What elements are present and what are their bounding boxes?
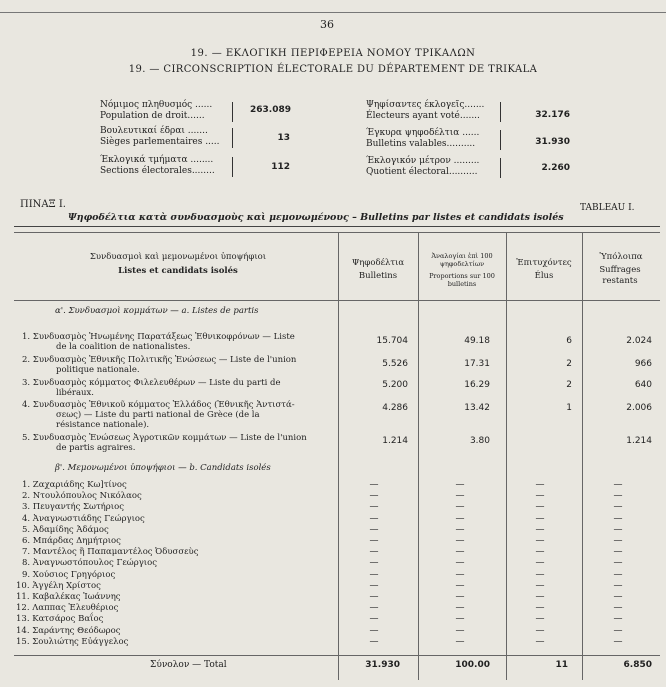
bulletins-dash: — (369, 570, 379, 580)
header-col1-fr: Listes et candidats isolés (118, 266, 238, 276)
summary-label-gr: Νόμιμος πληθυσμός ...... (100, 100, 213, 110)
restants-dash: — (613, 502, 623, 512)
row-text-line: résistance nationale). (56, 420, 150, 430)
section-b-title: β'. Μεμονωμένοι ὑποψήφιοι — b. Candidats isolés (55, 463, 271, 473)
row-text-line: de partis agraires. (56, 443, 136, 453)
bulletins-dash: — (369, 536, 379, 546)
row-text-line: 4. Συνδυασμὸς Ἐθνικοῦ κόμματος Ἑλλάδος (Ἐθνικῆς Ἀντιστά- (22, 400, 295, 410)
summary-label-gr: Βουλευτικαί έδραι ....... (100, 126, 208, 136)
summary-label-fr: Quotient électoral.......... (366, 167, 478, 177)
restants-cell: 640 (634, 380, 652, 390)
candidate-name: 8. Ἀναγνωστόπουλος Γεώργιος (22, 558, 158, 568)
brace (496, 158, 501, 178)
candidate-name: 3. Πευγαντής Σωτήριος (22, 502, 124, 512)
elus-dash: — (535, 514, 545, 524)
percent-dash: — (455, 514, 465, 524)
elus-dash: — (535, 536, 545, 546)
elus-dash: — (535, 491, 545, 501)
elus-dash: — (535, 626, 545, 636)
bulletins-dash: — (369, 547, 379, 557)
elus-dash: — (535, 502, 545, 512)
percent-dash: — (455, 502, 465, 512)
bulletins-cell: 5.526 (382, 359, 408, 369)
summary-value: 112 (271, 162, 290, 172)
row-text-line: de la coalition de nationalistes. (56, 342, 191, 352)
row-text-line: politique nationale. (56, 365, 140, 375)
elus-dash: — (535, 525, 545, 535)
elus-cell: 2 (566, 359, 572, 369)
summary-value: 2.260 (541, 163, 570, 173)
row-text-line: σεως) — Liste du parti national de Grèce (de la (56, 410, 260, 420)
header-col3-gr: Ἀναλογίαι ἐπὶ 100 ψηφοδελτίων (431, 252, 493, 268)
row-text-line: 1. Συνδυασμὸς Ἡνωμένης Παρατάξεως Ἐθνικοφρόνων — Liste (22, 332, 295, 342)
candidate-name: 7. Μαντέλος ἢ Παπαμαντέλος Ὀδυσσεὺς (22, 547, 199, 557)
row-text-line: 3. Συνδυασμὸς κόμματος Φιλελευθέρων — Liste du parti de (22, 378, 281, 388)
restants-dash: — (613, 637, 623, 647)
title-french: 19. — CIRCONSCRIPTION ÉLECTORALE DU DÉPARTEMENT DE TRIKALA (128, 64, 538, 75)
summary-label-gr: Έκλογικόν μέτρον ......... (366, 156, 480, 166)
restants-dash: — (613, 626, 623, 636)
elus-dash: — (535, 637, 545, 647)
header-col4-fr: Élus (534, 271, 554, 281)
percent-dash: — (455, 581, 465, 591)
percent-dash: — (455, 570, 465, 580)
percent-dash: — (455, 626, 465, 636)
restants-dash: — (613, 480, 623, 490)
elus-dash: — (535, 570, 545, 580)
page-number: 36 (320, 18, 334, 31)
candidate-name: 12. Λαππας Ἐλευθέριος (16, 603, 119, 613)
header-top-rule (14, 232, 660, 233)
summary-value: 31.930 (535, 137, 570, 147)
summary-label-gr: Έκλογικά τμήματα ........ (100, 155, 214, 165)
brace (496, 102, 501, 122)
candidate-name: 2. Ντουλόπουλος Νικόλαος (22, 491, 142, 501)
restants-cell: 2.024 (626, 336, 652, 346)
percent-dash: — (455, 480, 465, 490)
bulletins-cell: 15.704 (376, 336, 408, 346)
candidate-name: 9. Χούσιος Γρηγόριος (22, 570, 116, 580)
header-col5-gr: Ὑπόλοιπα (599, 252, 643, 262)
percent-dash: — (455, 603, 465, 613)
restants-dash: — (613, 614, 623, 624)
top-rule (0, 12, 666, 13)
brace (496, 130, 501, 150)
elus-dash: — (535, 603, 545, 613)
elus-cell: 2 (566, 380, 572, 390)
summary-value: 32.176 (535, 110, 570, 120)
restants-dash: — (613, 525, 623, 535)
candidate-name: 4. Ἀναγνωστιάδης Γεώργιος (22, 514, 145, 524)
candidate-name: 14. Σαράντης Θεόδωρος (16, 626, 121, 636)
summary-label-fr: Population de droit...... (100, 111, 205, 121)
percent-dash: — (455, 547, 465, 557)
bulletins-dash: — (369, 614, 379, 624)
table-label-greek: ΠΙΝΑΞ Ι. (20, 199, 66, 210)
bulletins-dash: — (369, 626, 379, 636)
summary-value: 263.089 (250, 105, 291, 115)
restants-dash: — (613, 603, 623, 613)
bulletins-dash: — (369, 502, 379, 512)
percent-cell: 13.42 (464, 403, 490, 413)
summary-value: 13 (277, 133, 290, 143)
restants-dash: — (613, 514, 623, 524)
table-label-french: TABLEAU I. (580, 203, 635, 213)
summary-label-gr: Ψηφίσαντες έκλογεῖς....... (366, 100, 485, 110)
elus-dash: — (535, 592, 545, 602)
total-rule (14, 655, 660, 656)
bulletins-dash: — (369, 603, 379, 613)
header-col1-gr: Συνδυασμοὶ καὶ μεμονωμένοι ὑποψήφιοι (89, 252, 267, 262)
total-restants: 6.850 (623, 660, 652, 670)
summary-label-fr: Sièges parlementaires ..... (100, 137, 220, 147)
candidate-name: 1. Ζαχαριάδης Κω]τίνος (22, 480, 127, 490)
header-col2-fr: Bulletins (358, 271, 398, 281)
percent-dash: — (455, 558, 465, 568)
percent-dash: — (455, 525, 465, 535)
percent-cell: 17.31 (464, 359, 490, 369)
candidate-name: 6. Μπάρδας Δημήτριος (22, 536, 121, 546)
summary-label-gr: Έγκυρα ψηφοδέλτια ...... (366, 128, 480, 138)
bulletins-cell: 5.200 (382, 380, 408, 390)
brace (228, 128, 233, 148)
bulletins-dash: — (369, 525, 379, 535)
percent-dash: — (455, 637, 465, 647)
summary-label-fr: Sections électorales........ (100, 166, 215, 176)
percent-dash: — (455, 592, 465, 602)
section-a-title: α'. Συνδυασμοὶ κομμάτων — a. Listes de partis (55, 306, 259, 316)
header-col2-gr: Ψηφοδέλτια (351, 258, 405, 268)
restants-dash: — (613, 570, 623, 580)
brace (228, 157, 233, 177)
percent-cell: 49.18 (464, 336, 490, 346)
row-text-line: libéraux. (56, 388, 95, 398)
bulletins-cell: 1.214 (382, 436, 408, 446)
elus-dash: — (535, 558, 545, 568)
bulletins-cell: 4.286 (382, 403, 408, 413)
elus-dash: — (535, 614, 545, 624)
restants-dash: — (613, 581, 623, 591)
percent-dash: — (455, 614, 465, 624)
header-col3-fr: Proportions sur 100 bulletins (429, 272, 495, 288)
percent-dash: — (455, 491, 465, 501)
total-bulletins: 31.930 (365, 660, 400, 670)
header-bottom-rule (14, 300, 660, 301)
percent-dash: — (455, 536, 465, 546)
total-elus: 11 (555, 660, 568, 670)
summary-label-fr: Bulletins valables.......... (366, 139, 476, 149)
total-label: Σύνολον — Total (150, 660, 227, 670)
candidate-name: 5. Ἀδαμίδης Ἀδάμος (22, 525, 109, 535)
table-title: Ψηφοδέλτια κατὰ συνδυασμοὺς καὶ μεμονωμένους – Bulletins par listes et candidats isolés (68, 212, 564, 223)
bulletins-dash: — (369, 480, 379, 490)
elus-cell: 6 (566, 336, 572, 346)
bulletins-dash: — (369, 514, 379, 524)
restants-dash: — (613, 558, 623, 568)
candidate-name: 15. Σουλιώτης Εὐάγγελος (16, 637, 129, 647)
bulletins-dash: — (369, 581, 379, 591)
header-col5-fr: Suffrages restants (599, 265, 641, 286)
bulletins-dash: — (369, 558, 379, 568)
total-percent: 100.00 (455, 660, 490, 670)
bulletins-dash: — (369, 592, 379, 602)
restants-cell: 2.006 (626, 403, 652, 413)
candidate-name: 11. Καβαλέκας Ἰωάννης (16, 592, 121, 602)
restants-dash: — (613, 592, 623, 602)
bulletins-dash: — (369, 637, 379, 647)
brace (228, 102, 233, 122)
elus-cell: 1 (566, 403, 572, 413)
row-text-line: 5. Συνδυασμὸς Ἑνώσεως Ἀγροτικῶν κομμάτων — Liste de l'union (22, 433, 307, 443)
restants-cell: 966 (634, 359, 652, 369)
elus-dash: — (535, 547, 545, 557)
percent-cell: 3.80 (469, 436, 490, 446)
bulletins-dash: — (369, 491, 379, 501)
candidate-name: 10. Ἀγγέλη Χρίστος (16, 581, 101, 591)
restants-cell: 1.214 (626, 436, 652, 446)
percent-cell: 16.29 (464, 380, 490, 390)
restants-dash: — (613, 491, 623, 501)
elus-dash: — (535, 480, 545, 490)
candidate-name: 13. Κατσάρος Βαΐος (16, 614, 104, 624)
summary-label-fr: Électeurs ayant voté....... (366, 111, 480, 121)
elus-dash: — (535, 581, 545, 591)
row-text-line: 2. Συνδυασμὸς Ἐθνικῆς Πολιτικῆς Ἑνώσεως — Liste de l'union (22, 355, 297, 365)
restants-dash: — (613, 547, 623, 557)
header-col4-gr: Ἐπιτυχόντες (516, 258, 572, 268)
title-greek: 19. — ΕΚΛΟΓΙΚΗ ΠΕΡΙΦΕΡΕΙΑ ΝΟΜΟΥ ΤΡΙΚΑΛΩΝ (190, 48, 476, 59)
restants-dash: — (613, 536, 623, 546)
